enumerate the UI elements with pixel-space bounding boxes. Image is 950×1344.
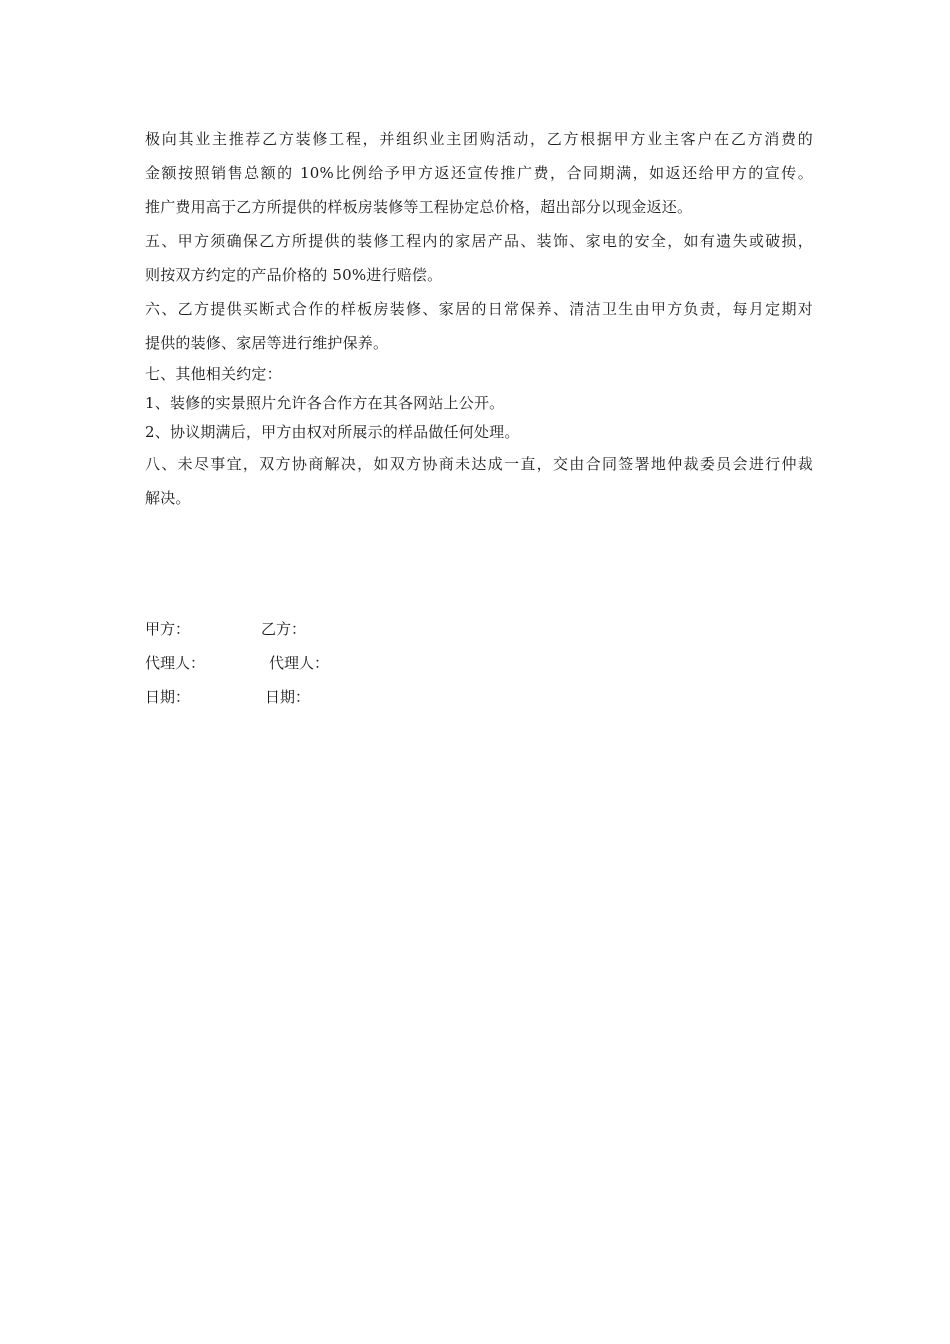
agent-b-label: 代理人： bbox=[269, 654, 330, 672]
paragraph-line: 推广费用高于乙方所提供的样板房装修等工程协定总价格，超出部分以现金返还。 bbox=[145, 198, 693, 216]
party-a-label: 甲方： bbox=[145, 620, 191, 638]
clause-seven-item-1: 1、装修的实景照片允许各合作方在其各网站上公开。 bbox=[145, 394, 505, 412]
contract-body bbox=[145, 122, 813, 515]
clause-seven-heading: 七、其他相关约定： bbox=[145, 365, 282, 383]
agent-a-label: 代理人： bbox=[145, 654, 206, 672]
clause-five-line: 五、甲方须确保乙方所提供的装修工程内的家居产品、装饰、家电的安全，如有遗失或破损， bbox=[145, 232, 813, 250]
clause-seven-item-2: 2、协议期满后，甲方由权对所展示的样品做任何处理。 bbox=[145, 423, 520, 441]
clause-six-line: 提供的装修、家居等进行维护保养。 bbox=[145, 334, 389, 352]
date-b-label: 日期： bbox=[265, 688, 311, 706]
paragraph-line: 极向其业主推荐乙方装修工程，并组织业主团购活动，乙方根据甲方业主客户在乙方消费的 bbox=[145, 130, 813, 148]
paragraph-line: 金额按照销售总额的 10%比例给予甲方返还宣传推广费，合同期满，如返还给甲方的宣传。 bbox=[145, 164, 813, 182]
date-a-label: 日期： bbox=[145, 688, 191, 706]
clause-six-line: 六、乙方提供买断式合作的样板房装修、家居的日常保养、清洁卫生由甲方负责，每月定期对 bbox=[145, 300, 813, 318]
clause-eight-line: 解决。 bbox=[145, 489, 191, 507]
party-b-label: 乙方： bbox=[261, 620, 307, 638]
clause-eight-line: 八、未尽事宜，双方协商解决，如双方协商未达成一直，交由合同签署地仲裁委员会进行仲裁 bbox=[145, 455, 813, 473]
clause-five-line: 则按双方约定的产品价格的 50%进行赔偿。 bbox=[145, 266, 443, 284]
